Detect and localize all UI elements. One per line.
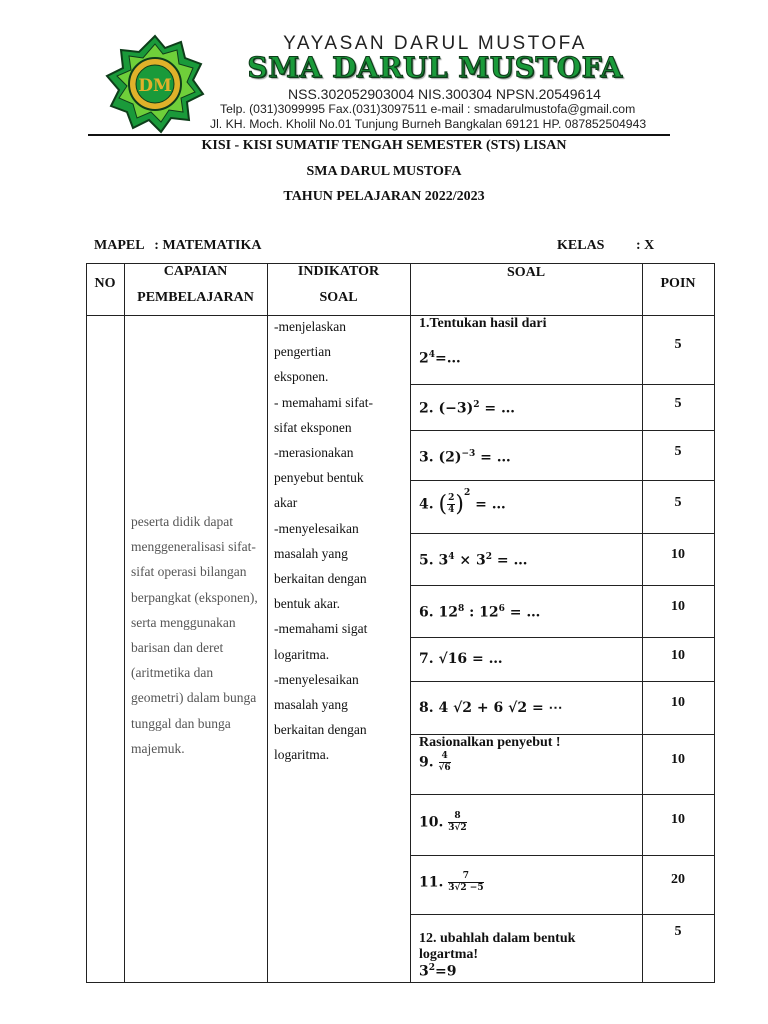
indicator-line: eksponen.	[274, 369, 329, 385]
points-q12: 5	[674, 924, 682, 939]
document-school: SMA DARUL MUSTOFA	[306, 164, 462, 179]
row-divider	[410, 855, 715, 856]
points-q2: 5	[674, 396, 682, 411]
question-7: 7. √16 = …	[419, 651, 503, 667]
logo-letters: DM	[138, 76, 172, 96]
points-q1: 5	[674, 337, 682, 352]
question-12-prompt-2: logartma!	[419, 947, 479, 962]
indicator-line: - memahami sifat-	[274, 394, 373, 410]
indicator-line: logaritma.	[274, 747, 330, 763]
header-pembelajaran: PEMBELAJARAN	[137, 290, 254, 305]
question-8: 8. 4 √2 + 6 √2 = ⋯	[419, 700, 563, 716]
header-no: NO	[94, 276, 116, 291]
question-12-prompt: 12. ubahlah dalam bentuk	[419, 931, 576, 946]
question-9: 9. $\frac{4}{√6}$	[419, 751, 451, 773]
points-q7: 10	[671, 648, 685, 663]
question-2: 2. $(-3)^2$ = …	[419, 400, 515, 417]
school-name: SMA DARUL MUSTOFA	[247, 51, 623, 84]
question-12-expr: $3^2=9$	[419, 963, 457, 980]
points-q3: 5	[674, 444, 682, 459]
question-5: 5. $3^4 \times 3^2$ = …	[419, 552, 528, 569]
registration-numbers: NSS.302052903004 NIS.300304 NPSN.20549614	[288, 86, 601, 102]
row-divider	[410, 533, 715, 534]
foundation-name: YAYASAN DARUL MUSTOFA	[283, 33, 587, 54]
contact-line: Telp. (031)3099995 Fax.(031)3097511 e-mail : smadarulmustofa@gmail.com	[220, 102, 636, 116]
header-poin: POIN	[660, 276, 696, 291]
indicator-line: -menyelesaikan	[274, 520, 359, 536]
class-label: KELAS : X	[557, 238, 655, 253]
row-divider	[410, 430, 715, 431]
indicator-line: -merasionakan	[274, 445, 354, 461]
points-q10: 10	[671, 812, 685, 827]
question-11: 11. $\frac{7}{3√2 -5}$	[419, 871, 484, 893]
question-6: 6. $12^8$ : $12^6$ = …	[419, 604, 541, 621]
indicator-line: sifat eksponen	[274, 419, 352, 435]
indicator-line: logaritma.	[274, 646, 330, 662]
indicator-line: bentuk akar.	[274, 596, 340, 612]
school-logo	[105, 34, 205, 134]
points-q6: 10	[671, 599, 685, 614]
indicator-line: masalah yang	[274, 545, 348, 561]
question-3: 3. $(2)^{-3}$ = …	[419, 449, 511, 466]
indicator-line: pengertian	[274, 344, 331, 360]
header-soal: SOAL	[506, 265, 546, 280]
row-divider	[410, 681, 715, 682]
address-line: Jl. KH. Moch. Kholil No.01 Tunjung Burneh Bangkalan 69121 HP. 087852504943	[210, 117, 647, 131]
indicator-line: -menyelesaikan	[274, 671, 359, 687]
row-divider	[410, 794, 715, 795]
table-border-bottom	[86, 982, 715, 983]
points-q4: 5	[674, 495, 682, 510]
letterhead-divider	[88, 134, 670, 136]
points-q11: 20	[671, 872, 685, 887]
row-divider	[410, 914, 715, 915]
header-capaian: CAPAIAN	[163, 264, 228, 279]
row-divider	[410, 637, 715, 638]
header-indikator-soal: SOAL	[319, 290, 358, 305]
header-indikator: INDIKATOR	[297, 264, 380, 279]
indicator-line: berkaitan dengan	[274, 722, 367, 738]
indicator-list	[274, 314, 410, 768]
question-10: 10. $\frac{8}{3√2}$	[419, 811, 467, 833]
points-q9: 10	[671, 752, 685, 767]
document-year: TAHUN PELAJARAN 2022/2023	[283, 189, 485, 204]
row-divider	[410, 384, 715, 385]
question-1-prompt: 1.Tentukan hasil dari	[419, 316, 547, 331]
question-9-intro: Rasionalkan penyebut !	[419, 735, 561, 750]
row-divider	[410, 480, 715, 481]
document-title: KISI - KISI SUMATIF TENGAH SEMESTER (STS) LISAN	[201, 138, 567, 153]
indicator-line: penyebut bentuk	[274, 470, 364, 486]
table-col-divider	[410, 263, 411, 983]
learning-outcome-text: peserta didik dapat menggeneralisasi sifat-sifat operasi bilangan berpangkat (eksponen), serta menggunakan barisan dan deret (aritmetika dan geometri) dalam bunga tunggal dan bunga majemuk.	[131, 514, 258, 756]
indicator-line: -menjelaskan	[274, 319, 346, 334]
indicator-line: berkaitan dengan	[274, 571, 367, 587]
table-border-right	[714, 263, 715, 983]
table-border-left	[86, 263, 87, 983]
indicator-line: akar	[274, 495, 298, 511]
subject-label: MAPEL : MATEMATIKA	[94, 238, 262, 253]
table-col-divider	[124, 263, 125, 983]
indicator-line: masalah yang	[274, 697, 348, 713]
question-1-expr: $2^4=\dots$	[419, 350, 461, 367]
row-divider	[410, 585, 715, 586]
question-4: 4. ( $\frac{2}{4}$ )$^2$ = …	[419, 487, 506, 517]
points-q8: 10	[671, 695, 685, 710]
indicator-line: -memahami sigat	[274, 621, 368, 637]
points-q5: 10	[671, 547, 685, 562]
table-col-divider	[267, 263, 268, 983]
